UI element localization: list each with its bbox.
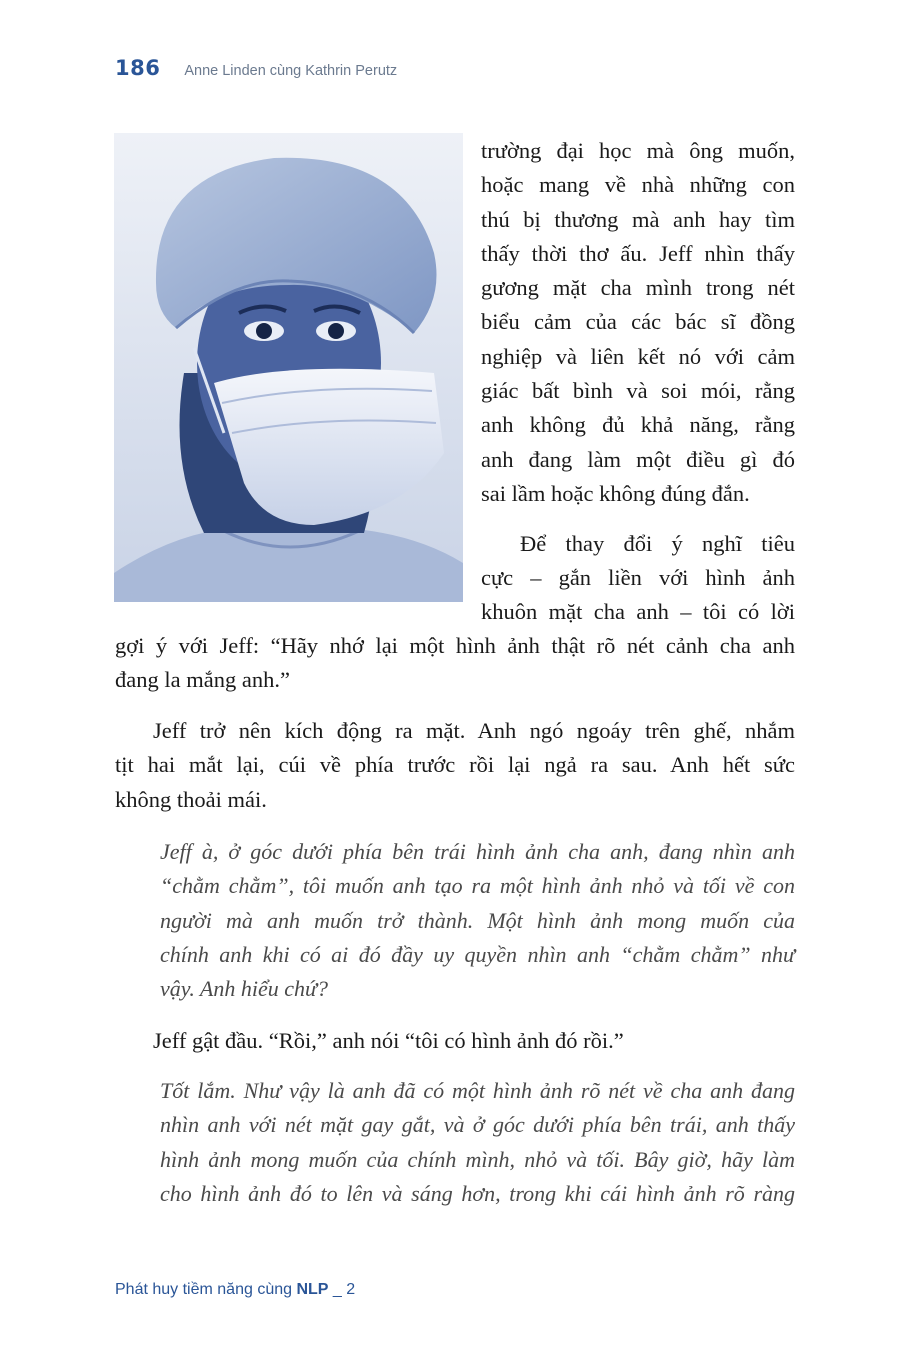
- text-line: sai lầm hoặc không đúng đắn.: [481, 480, 750, 506]
- text-line: đang la mắng anh.”: [115, 667, 290, 693]
- text-line: giác bất bình và soi mói, rằng: [481, 378, 795, 404]
- text-line: tịt hai mắt lại, cúi về phía trước rồi lại ngả ra sau. Anh hết sức: [115, 752, 795, 778]
- text-line: anh không đủ khả năng, rằng: [481, 412, 795, 438]
- text-line: biểu cảm của các bác sĩ đồng: [481, 309, 795, 335]
- text-line: khuôn mặt cha anh – tôi có lời: [481, 599, 795, 625]
- text-line: anh đang làm một điều gì đó: [481, 446, 795, 472]
- running-header: [115, 56, 397, 86]
- text-line: nghiệp và liên kết nó với cảm: [481, 343, 795, 369]
- paragraph-4: [153, 1024, 795, 1058]
- footer-book-title-bold: NLP: [296, 1281, 329, 1298]
- text-line: gương mặt cha mình trong nét: [481, 275, 795, 301]
- page-number: 186: [115, 56, 161, 80]
- footer-book-title: Phát huy tiềm năng cùng: [115, 1281, 297, 1298]
- text-line: nhìn anh với nét mặt gay gắt, và ở góc dưới phía bên trái, anh thấy: [160, 1112, 795, 1138]
- text-line: “chằm chằm”, tôi muốn anh tạo ra một hình ảnh nhỏ và tối về con: [160, 873, 795, 899]
- text-line: Jeff à, ở góc dưới phía bên trái hình ảnh cha anh, đang nhìn anh: [160, 839, 795, 864]
- text-line: gợi ý với Jeff: “Hãy nhớ lại một hình ảnh thật rõ nét cảnh cha anh: [115, 633, 795, 658]
- text-line: Jeff gật đầu. “Rồi,” anh nói “tôi có hình ảnh đó rồi.”: [153, 1028, 624, 1053]
- text-line: cực – gắn liền với hình ảnh: [481, 565, 795, 590]
- text-line: vậy. Anh hiểu chứ?: [160, 976, 328, 1002]
- running-footer: [115, 1281, 355, 1299]
- text-line: thấy thời thơ ấu. Jeff nhìn thấy: [481, 240, 795, 266]
- right-column-text: [481, 134, 795, 511]
- surgeon-portrait-photo: [114, 133, 463, 602]
- text-line: cho hình ảnh đó to lên và sáng hơn, trong khi cái hình ảnh rõ ràng: [160, 1180, 795, 1206]
- text-line: hình ảnh mong muốn của chính mình, nhỏ và tối. Bây giờ, hãy làm: [160, 1146, 795, 1172]
- text-line: người mà anh muốn trở thành. Một hình ảnh mong muốn của: [160, 907, 795, 933]
- text-line: Tốt lắm. Như vậy là anh đã có một hình ảnh rõ nét về cha anh đang: [160, 1078, 795, 1103]
- text-line: thú bị thương mà anh hay tìm: [481, 206, 795, 232]
- paragraph-2-full: [115, 629, 795, 698]
- paragraph-2-start: [520, 527, 795, 561]
- text-line: chính anh khi có ai đó đầy uy quyền nhìn anh “chằm chằm” như: [160, 941, 795, 967]
- text-line: không thoải mái.: [115, 786, 267, 812]
- surgeon-portrait-illustration: [114, 133, 463, 602]
- text-line: trường đại học mà ông muốn,: [481, 138, 795, 163]
- footer-volume: _ 2: [328, 1281, 356, 1298]
- running-header-authors: Anne Linden cùng Kathrin Perutz: [184, 63, 398, 79]
- text-line: Để thay đổi ý nghĩ tiêu: [520, 531, 795, 556]
- text-line: hoặc mang về nhà những con: [481, 172, 795, 198]
- quote-1: [160, 835, 795, 1006]
- paragraph-2-right: [481, 561, 795, 630]
- text-line: Jeff trở nên kích động ra mặt. Anh ngó ngoáy trên ghế, nhắm: [153, 718, 795, 743]
- quote-2: [160, 1074, 795, 1211]
- paragraph-3: [115, 714, 795, 817]
